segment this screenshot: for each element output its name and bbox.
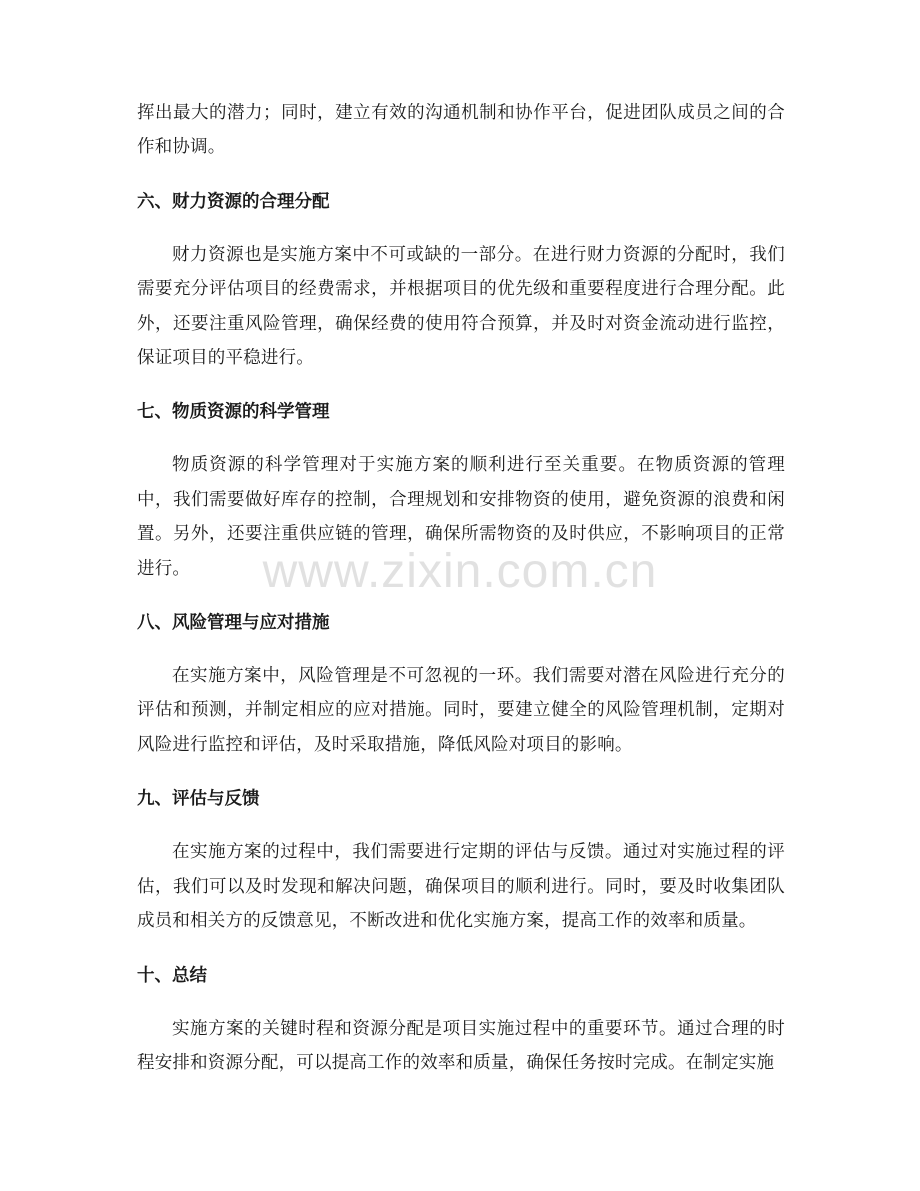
section-6-title: 六、财力资源的合理分配 xyxy=(137,191,330,212)
section-10-body: 实施方案的关键时程和资源分配是项目实施过程中的重要环节。通过合理的时程安排和资源分配，可以提高工作的效率和质量，确保任务按时完成。在制定实施 xyxy=(137,1018,785,1073)
section-8-body: 在实施方案中，风险管理是不可忽视的一环。我们需要对潜在风险进行充分的评估和预测，并制定相应的应对措施。同时，要建立健全的风险管理机制，定期对风险进行监控和评估，及时采取措施，降低风险对项目的影响。 xyxy=(137,666,785,755)
section-6-body: 财力资源也是实施方案中不可或缺的一部分。在进行财力资源的分配时，我们需要充分评估项目的经费需求，并根据项目的优先级和重要程度进行合理分配。此外，还要注重风险管理，确保经费的使用符合预算，并及时对资金流动进行监控，保证项目的平稳进行。 xyxy=(137,244,785,369)
section-10-title: 十、总结 xyxy=(137,965,207,986)
section-9-title: 九、评估与反馈 xyxy=(137,789,260,810)
document-body xyxy=(137,96,785,1080)
watermark-text: www.zixin.com.cn xyxy=(262,545,658,598)
section-7-body: 物质资源的科学管理对于实施方案的顺利进行至关重要。在物质资源的管理中，我们需要做好库存的控制，合理规划和安排物资的使用，避免资源的浪费和闲置。另外，还要注重供应链的管理，确保所需物资的及时供应，不影响项目的正常进行。 xyxy=(137,455,785,579)
section-7-title: 七、物质资源的科学管理 xyxy=(137,402,330,423)
intro-paragraph-tail: 挥出最大的潜力；同时，建立有效的沟通机制和协作平台，促进团队成员之间的合作和协调。 xyxy=(137,103,785,158)
section-8-title: 八、风险管理与应对措施 xyxy=(137,613,330,634)
section-9-body: 在实施方案的过程中，我们需要进行定期的评估与反馈。通过对实施过程的评估，我们可以及时发现和解决问题，确保项目的顺利进行。同时，要及时收集团队成员和相关方的反馈意见，不断改进和优化实施方案，提高工作的效率和质量。 xyxy=(137,842,785,932)
